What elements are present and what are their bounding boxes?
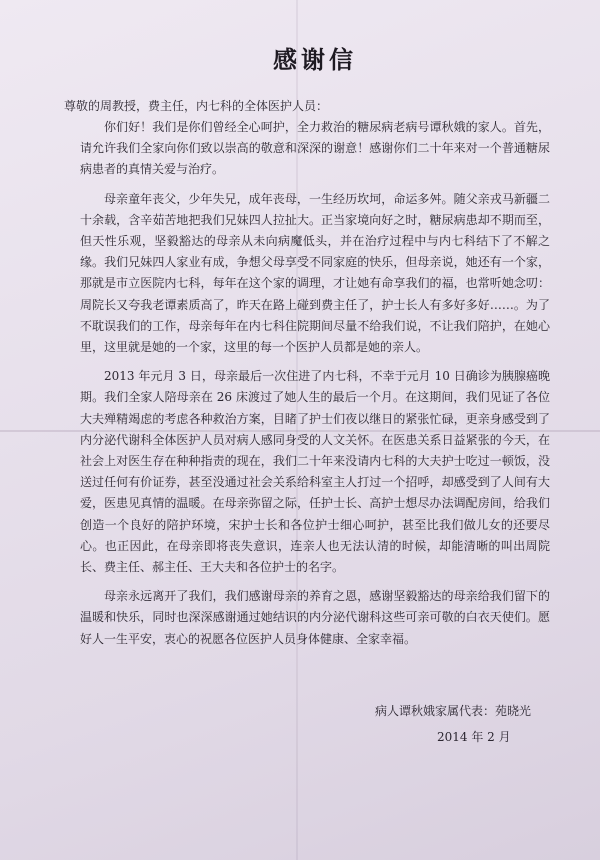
letter-paragraph-greeting: 你们好！我们是你们曾经全心呵护，全力救治的糖尿病老病号谭秋娥的家人。首先，请允许我们全家向你们致以崇高的敬意和深深的谢意！感谢你们二十年来对一个普通糖尿病患者的真情关爱与治疗。 bbox=[80, 120, 550, 177]
letter-signature: 病人谭秋娥家属代表：苑晓光 bbox=[375, 704, 532, 718]
letter-body bbox=[64, 40, 550, 658]
letter-paragraph-closing: 母亲永远离开了我们，我们感谢母亲的养育之恩，感谢坚毅豁达的母亲给我们留下的温暖和快乐，同时也深深感谢通过她结识的内分泌代谢科这些可亲可敬的白衣天使们。愿好人一生平安，衷心的祝愿各位医护人员身体健康、全家幸福。 bbox=[80, 589, 550, 646]
letter-date: 2014 年 2 月 bbox=[437, 730, 511, 744]
letter-paragraph-mother-history: 母亲童年丧父，少年失兄，成年丧母，一生经历坎坷，命运多舛。随父亲戎马新疆二十余载，含辛茹苦地把我们兄妹四人拉扯大。正当家境向好之时，糖尿病患却不期而至，但天性乐观，坚毅豁达的母亲从未向病魔低头，并在治疗过程中与内七科结下了不解之缘。我们兄妹四人家业有成，争想父母享受不同家庭的快乐，但母亲说，她还有一个家，那就是市立医院内七科，每年在这个家的调理，才让她有命享我们的福，也常听她念叨：周院长又夸我老谭素质高了，昨天在路上碰到费主任了，护士长人有多好多好……。为了不耽误我们的工作，母亲每年在内七科住院期间尽量不给我们说，不让我们陪护，在她心里，这里就是她的一个家，这里的每一个医护人员都是她的亲人。 bbox=[80, 191, 550, 355]
letter-paragraph-final-stay: 2013 年元月 3 日，母亲最后一次住进了内七科，不幸于元月 10 日确诊为胰腺癌晚期。我们全家人陪母亲在 26 床渡过了她人生的最后一个月。在这期间，我们见证了各位大夫殚精竭虑的考虑各种救治方案，目睹了护士们夜以继日的紧张忙碌，更亲身感受到了内分泌代谢科全体医护人员对病人感同身受的人文关怀。在医患关系日益紧张的今天，在社会上对医生存在种种指责的现在，我们二十年来没请内七科的大夫护士吃过一顿饭，没送过任何有价证券，甚至没通过社会关系给科室主人打过一个招呼，却感受到了人间有大爱，医患见真情的温暖。在母亲弥留之际，任护士长、高护士想尽办法调配房间，给我们创造一个良好的陪护环境，宋护士长和各位护士细心呵护，甚至比我们做儿女的还要尽心。也正因此，在母亲即将丧失意识，连亲人也无法认清的时候，却能清晰的叫出周院长、费主任、郝主任、王大夫和各位护士的名字。 bbox=[80, 369, 550, 575]
letter-salutation: 尊敬的周教授，费主任，内七科的全体医护人员： bbox=[64, 99, 329, 113]
letter-title: 感谢信 bbox=[273, 46, 357, 74]
